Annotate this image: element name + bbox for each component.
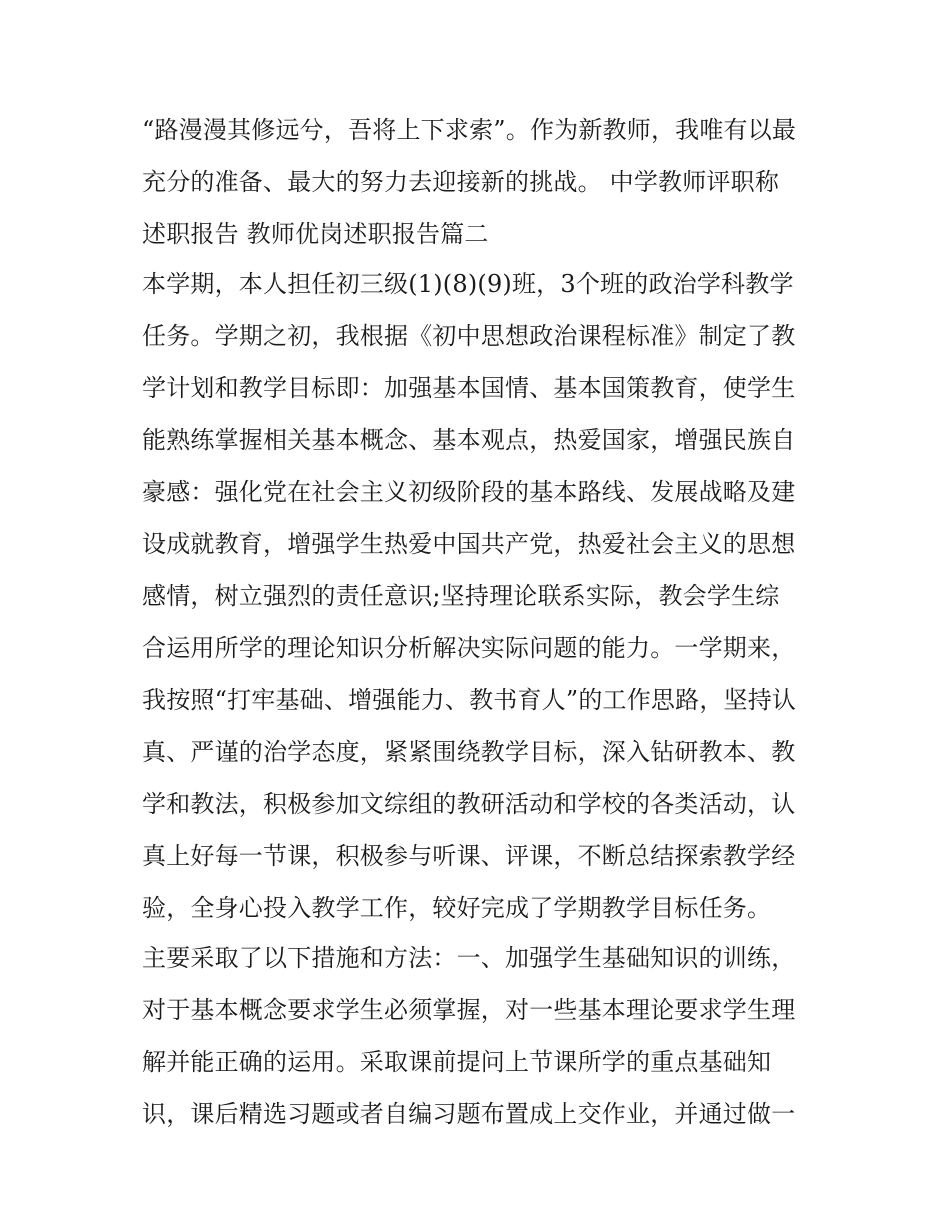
text-line: “路漫漫其修远兮，吾将上下求索”。作为新教师，我唯有以最 xyxy=(142,116,797,144)
text-line: 述职报告 教师优岗述职报告篇二 xyxy=(142,220,489,248)
text-line: 识，课后精选习题或者自编习题布置成上交作业，并通过做一 xyxy=(142,1100,796,1128)
text-line: 真、严谨的治学态度，紧紧围绕教学目标，深入钻研教本、教 xyxy=(142,738,796,766)
text-line: 本学期，本人担任初三级(1)(8)(9)班，3个班的政治学科教学 xyxy=(142,270,794,298)
text-line: 合运用所学的理论知识分析解决实际问题的能力。一学期来， xyxy=(142,634,796,662)
text-line: 豪感：强化党在社会主义初级阶段的基本路线、发展战略及建 xyxy=(142,478,796,506)
text-line: 能熟练掌握相关基本概念、基本观点，热爱国家，增强民族自 xyxy=(142,426,796,454)
text-line: 感情，树立强烈的责任意识;坚持理论联系实际，教会学生综 xyxy=(142,582,780,610)
text-line: 我按照“打牢基础、增强能力、教书育人”的工作思路，坚持认 xyxy=(142,686,797,714)
text-line: 学和教法，积极参加文综组的教研活动和学校的各类活动，认 xyxy=(142,790,796,818)
text-line: 充分的准备、最大的努力去迎接新的挑战。 中学教师评职称 xyxy=(142,168,780,196)
text-line: 解并能正确的运用。采取课前提问上节课所学的重点基础知 xyxy=(142,1048,772,1076)
text-line: 主要采取了以下措施和方法：一、加强学生基础知识的训练， xyxy=(142,944,796,972)
text-line: 设成就教育，增强学生热爱中国共产党，热爱社会主义的思想 xyxy=(142,530,796,558)
text-line: 验，全身心投入教学工作，较好完成了学期教学目标任务。 xyxy=(142,894,772,922)
text-line: 任务。学期之初，我根据《初中思想政治课程标准》制定了教 xyxy=(142,322,796,350)
text-line: 对于基本概念要求学生必须掌握，对一些基本理论要求学生理 xyxy=(142,996,796,1024)
text-line: 真上好每一节课，积极参与听课、评课，不断总结探索教学经 xyxy=(142,842,796,870)
text-line: 学计划和教学目标即：加强基本国情、基本国策教育，使学生 xyxy=(142,374,796,402)
